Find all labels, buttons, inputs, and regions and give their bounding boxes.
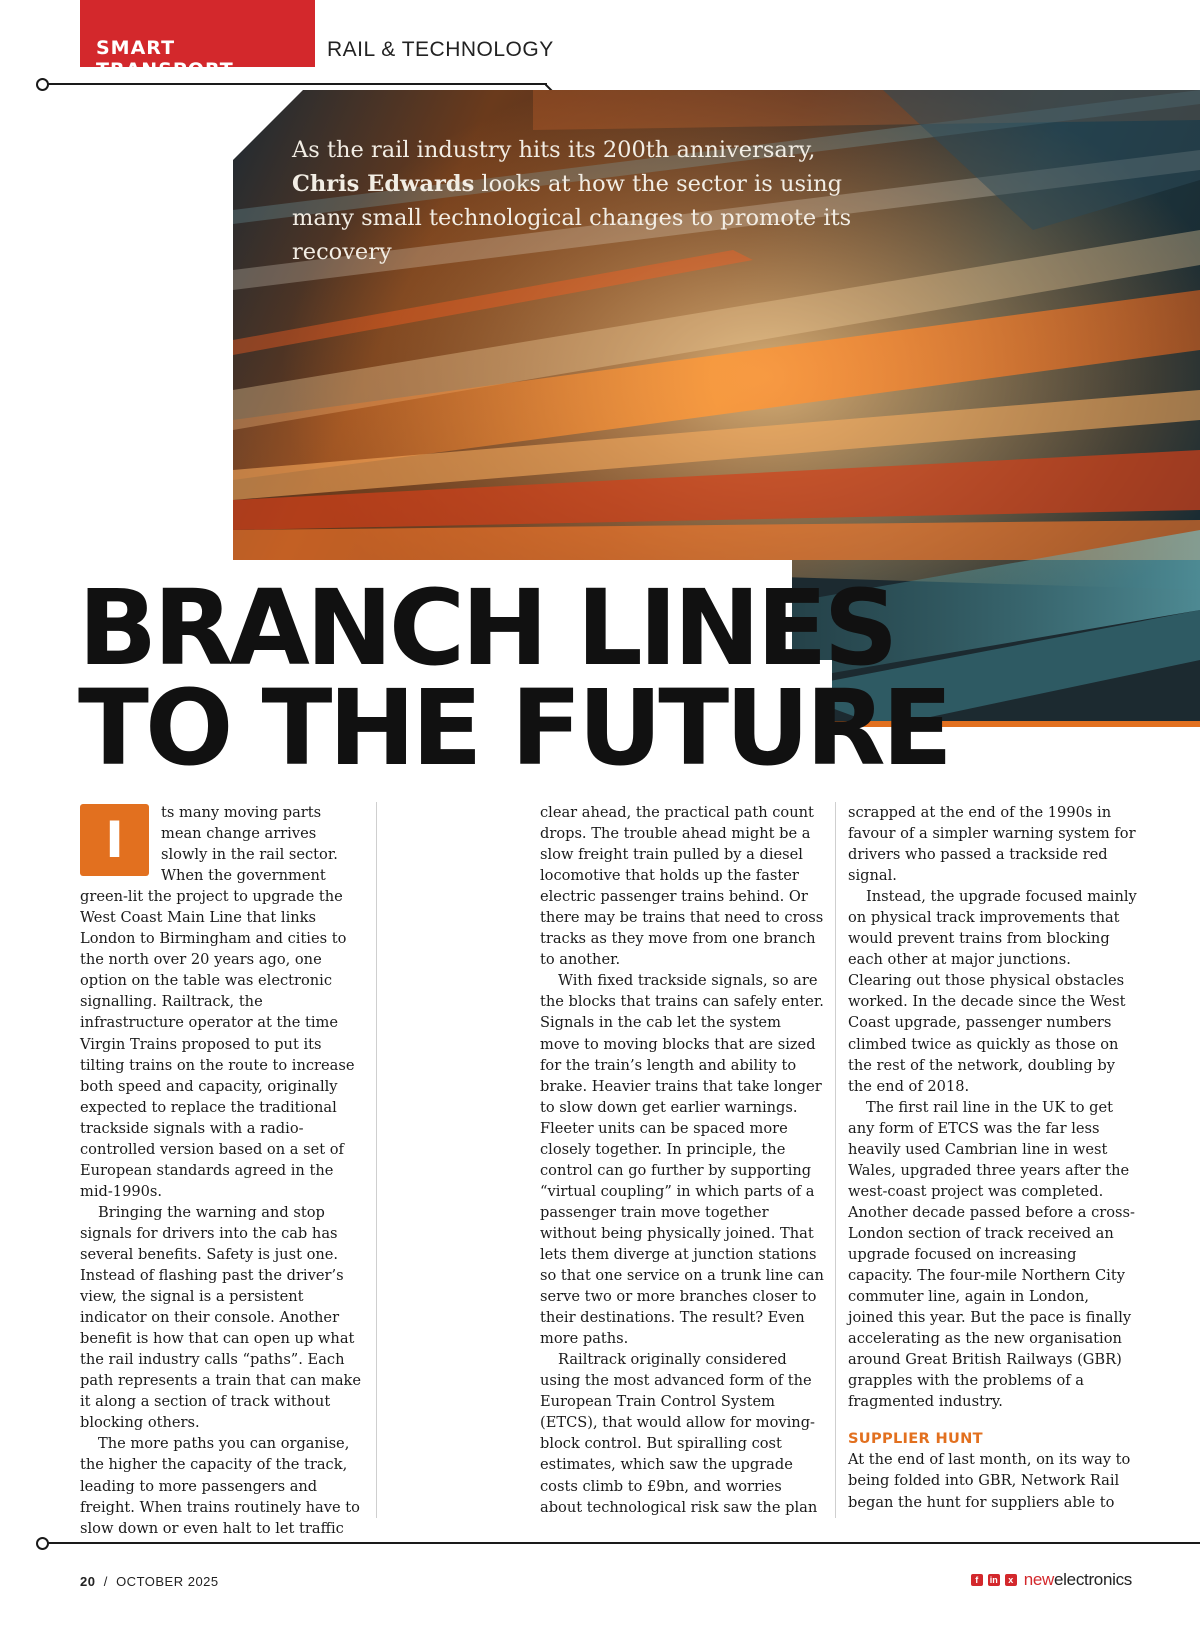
body-column-2 xyxy=(540,802,824,1518)
paragraph: Railtrack originally considered using the most advanced form of the European Train Control System (ETCS), that would allow for moving-block control. But spiralling cost estimates, which saw the upgrade costs climb to £9bn, and worries about technological risk saw the plan xyxy=(540,1351,818,1516)
section-subtitle: RAIL & TECHNOLOGY xyxy=(327,38,554,61)
body-column-1 xyxy=(80,802,362,1539)
facebook-icon[interactable]: f xyxy=(971,1574,983,1586)
column-divider xyxy=(376,802,377,1518)
paragraph: clear ahead, the practical path count drops. The trouble ahead might be a slow freight train pulled by a diesel locomotive that holds up the faster electric passenger trains behind. Or there may be trains that need to cross tracks as they move from one branch to another. xyxy=(540,804,824,969)
brand-rest: electronics xyxy=(1054,1570,1132,1589)
paragraph: Instead, the upgrade focused mainly on physical track improvements that would prevent trains from blocking each other at major junctions. Clearing out those physical obstacles worked. In the decade since the West Coast upgrade, passenger numbers climbed twice as quickly as those on the rest of the network, doubling by the end of 2018. xyxy=(848,888,1137,1095)
page-number: 20 xyxy=(80,1574,96,1589)
headline-line-1: BRANCH LINES xyxy=(78,567,895,689)
folio-separator: / xyxy=(103,1574,108,1589)
body-column-3 xyxy=(848,802,1138,1513)
drop-cap: I xyxy=(80,804,149,876)
standfirst xyxy=(292,133,852,269)
headline-line-2: TO THE FUTURE xyxy=(78,667,949,789)
standfirst-text-before: As the rail industry hits its 200th anniversary, xyxy=(292,137,816,163)
paragraph: With fixed trackside signals, so are the blocks that trains can safely enter. Signals in the cab let the system move to moving blocks that are sized for the train’s length and ability to brake. Heavier trains that take longer to slow down get earlier warnings. Fleeter units can be spaced more closely together. In principle, the control can go further by supporting “virtual coupling” in which parts of a passenger train move together without being physically joined. That lets them diverge at junction stations so that one service on a trunk line can serve two or more branches closer to their destinations. The result? Even more paths. xyxy=(540,972,824,1348)
brand-new: new xyxy=(1023,1570,1055,1589)
paragraph: At the end of last month, on its way to being folded into GBR, Network Rail began the hunt for suppliers able to xyxy=(848,1451,1131,1511)
paragraph: Bringing the warning and stop signals for drivers into the cab has several benefits. Safety is just one. Instead of flashing past the driver’s view, the signal is a persistent indicator on their console. Another benefit is how that can open up what the rail industry calls “paths”. Each path represents a train that can make it along a section of track without blocking others. xyxy=(80,1203,362,1432)
top-rule xyxy=(47,83,547,85)
paragraph: The more paths you can organise, the higher the capacity of the track, leading to more passengers and freight. When trains routinely have to slow down or even halt to let traffic xyxy=(80,1435,360,1537)
footer-brand xyxy=(971,1570,1132,1590)
brand-logo xyxy=(1024,1570,1132,1590)
issue-date: OCTOBER 2025 xyxy=(116,1574,219,1589)
section-tag: SMART TRANSPORT xyxy=(80,0,315,67)
subheading: SUPPLIER HUNT xyxy=(848,1430,983,1448)
x-icon[interactable]: x xyxy=(1005,1574,1017,1586)
paragraph: The first rail line in the UK to get any form of ETCS was the far less heavily used Cambrian line in west Wales, upgraded three years after the west-coast project was completed. Another decade passed before a cross-London section of track received an upgrade focused on increasing capacity. The four-mile Northern City commuter line, again in London, joined this year. But the pace is finally accelerating as the new organisation around Great British Railways (GBR) grapples with the problems of a fragmented industry. xyxy=(848,1098,1135,1411)
paragraph: scrapped at the end of the 1990s in favour of a simpler warning system for drivers who passed a trackside red signal. xyxy=(848,804,1136,885)
column-divider xyxy=(835,802,836,1518)
standfirst-text-after: looks at how the sector is using many small technological changes to promote its recovery xyxy=(292,171,852,265)
linkedin-icon[interactable]: in xyxy=(989,1575,998,1585)
bottom-rule xyxy=(47,1542,1200,1544)
author-name: Chris Edwards xyxy=(292,171,475,197)
paragraph: ts many moving parts mean change arrives slowly in the rail sector. When the government green-lit the project to upgrade the West Coast Main Line that links London to Birmingham and cities to the north over 20 years ago, one option on the table was electronic signalling. Railtrack, the infrastructure operator at the time Virgin Trains proposed to put its tilting trains on the route to increase both speed and capacity, originally expected to replace the traditional trackside signals with a radio-controlled version based on a set of European standards agreed in the mid-1990s. xyxy=(80,804,355,1200)
page-folio xyxy=(80,1574,219,1589)
